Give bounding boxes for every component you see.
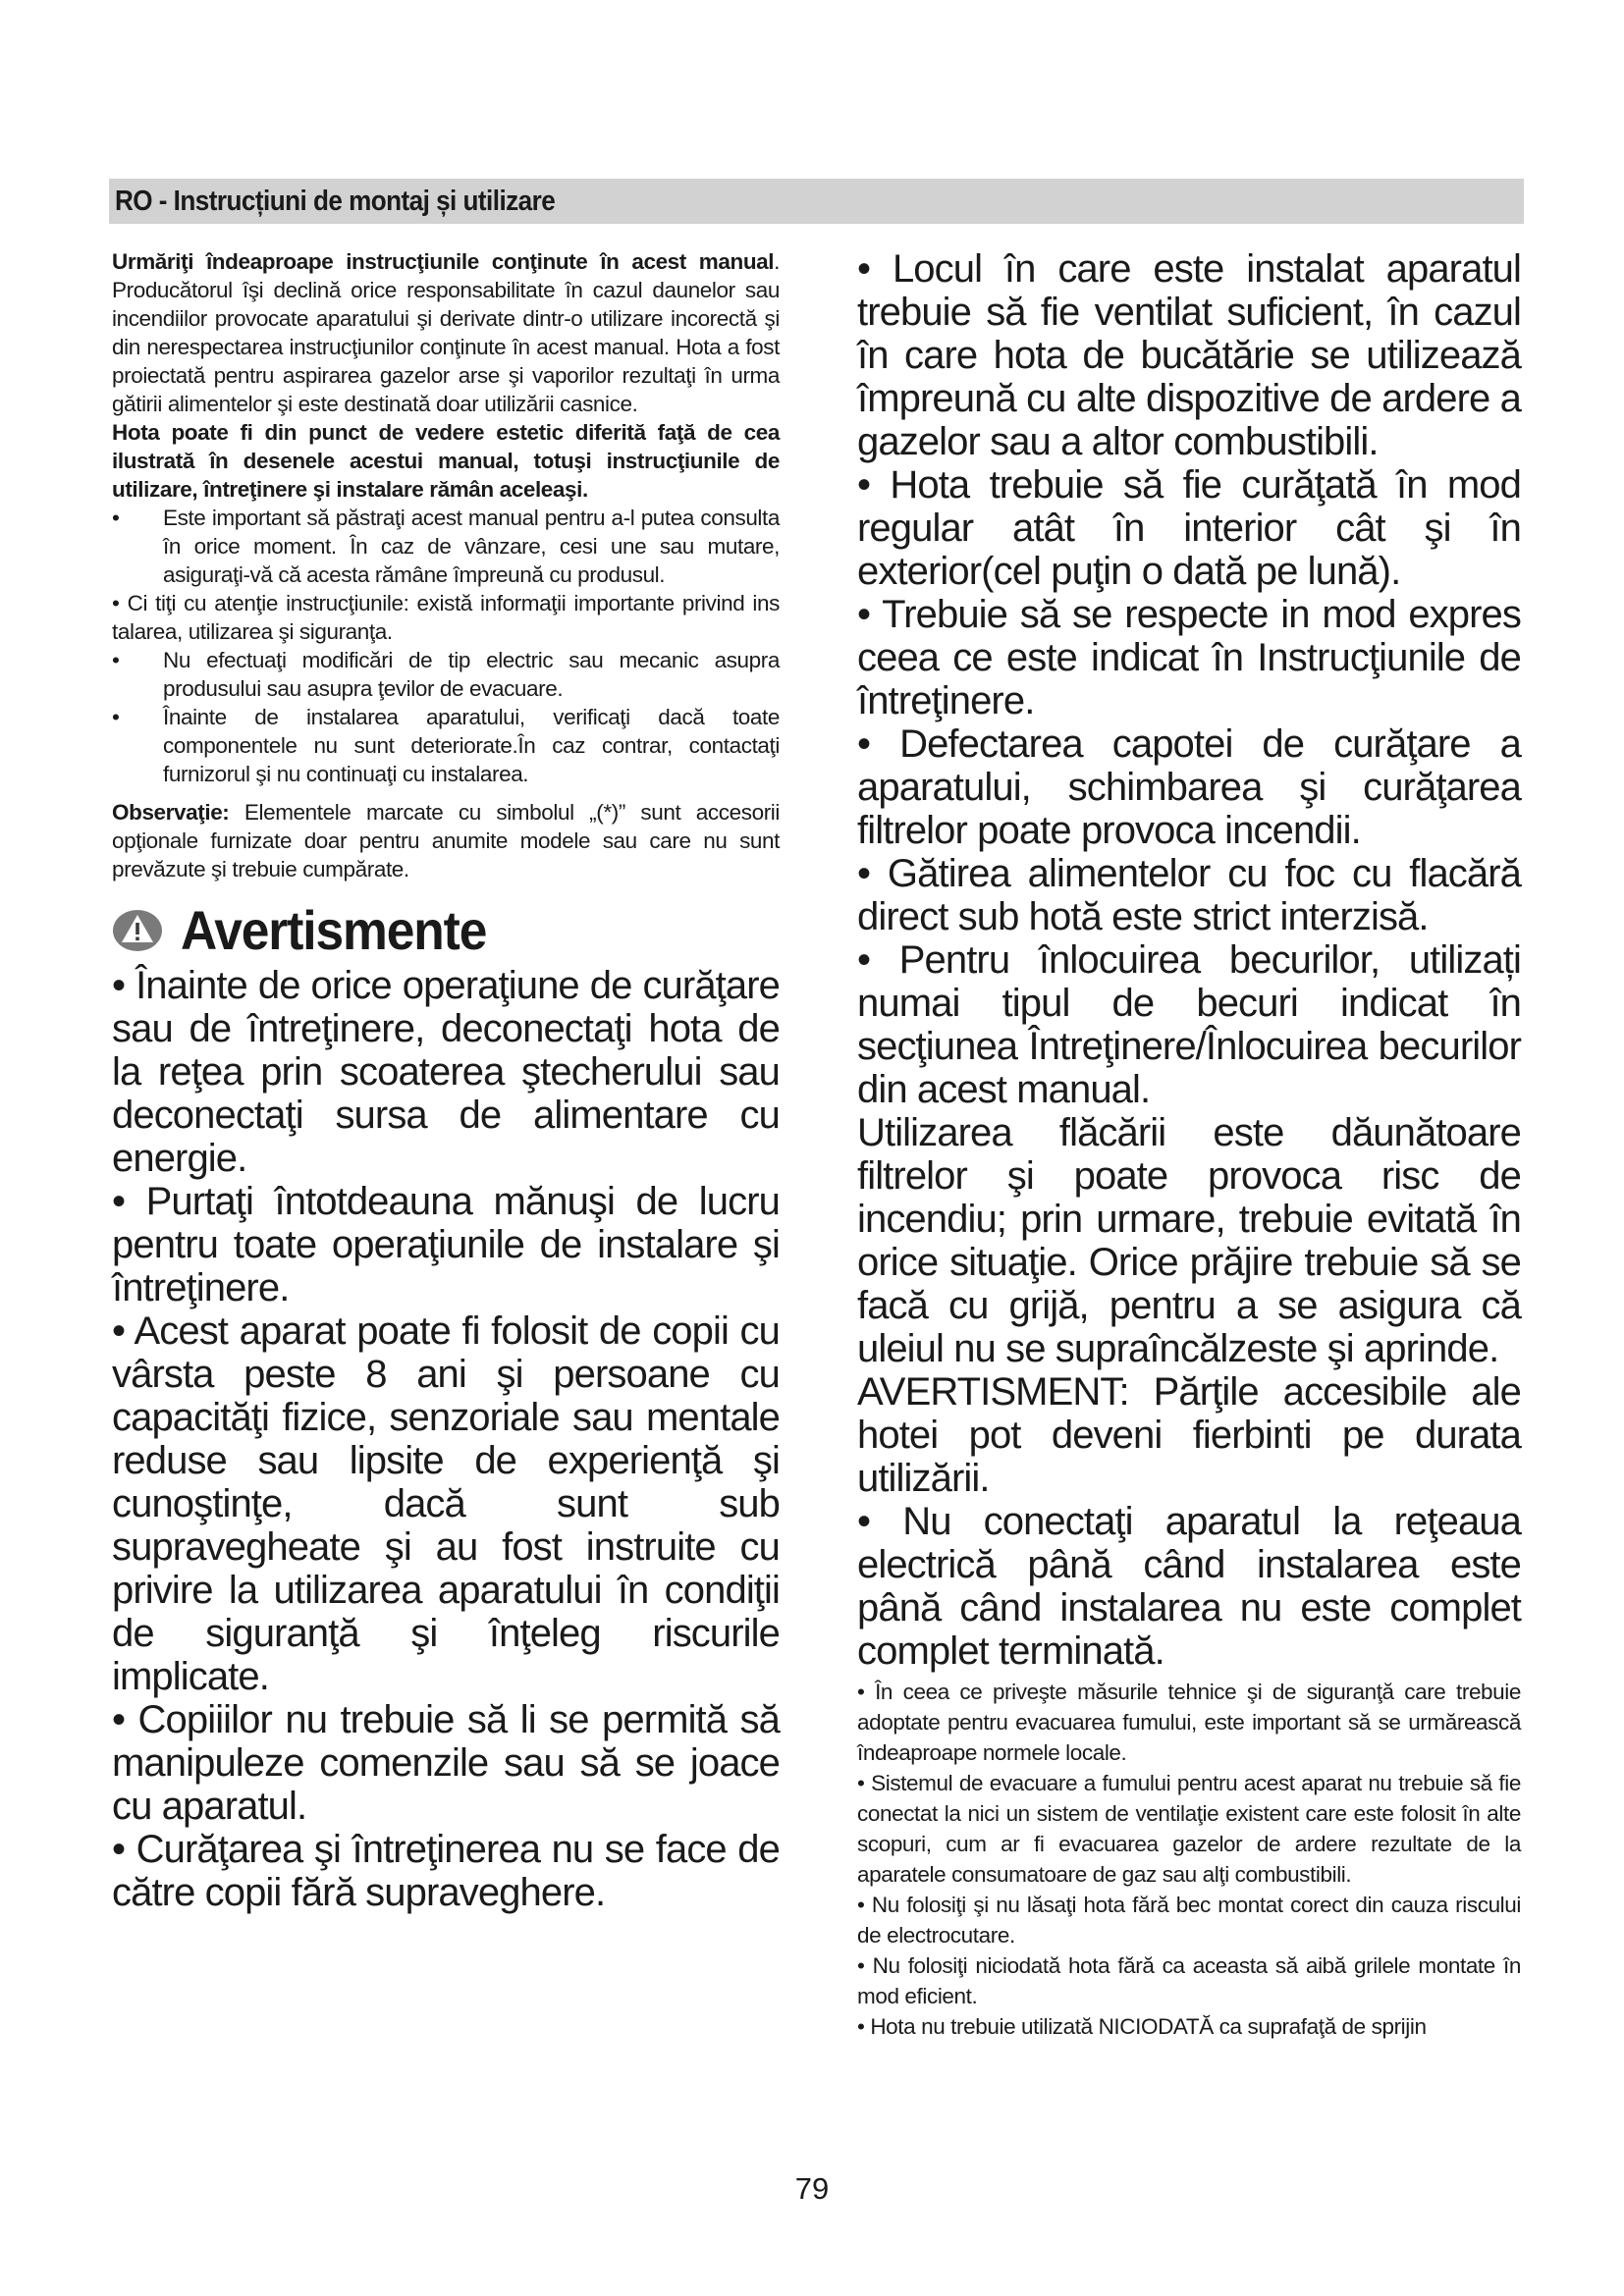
list-item [112, 646, 780, 703]
right-small-paragraph: • Nu folosiţi niciodată hota fără ca aceasta să aibă grilele montate în mod eficient. [857, 1953, 1521, 2008]
right-paragraph: • Defectarea capotei de curăţare a aparatului, schimbarea şi curăţarea filtrelor poate provoca incendii. [857, 722, 1521, 852]
page-number: 79 [794, 2171, 830, 2206]
right-small-paragraph: • În ceea ce priveşte măsurile tehnice şi de siguranţă care trebuie adoptate pentru evacuarea fumului, este important să se urmărească îndeaproape normele locale. [857, 1680, 1521, 1765]
list-item-text: Înainte de instalarea aparatului, verificaţi dacă toate componentele nu sunt deteriorate.În caz contrar, contactaţi furnizorul şi nu continuaţi cu instalarea. [163, 705, 780, 786]
warning-item: • Curăţarea şi întreţinerea nu se face de către copii fără supraveghere. [112, 1828, 780, 1914]
right-paragraph: • Locul în care este instalat aparatul trebuie să fie ventilat suficient, în cazul în care hota de bucătărie se utilizează împreună cu alte dispozitive de ardere a gazelor sau a altor combustibili. [857, 247, 1521, 463]
warnings-body [112, 964, 780, 1914]
right-main-body [857, 247, 1521, 1673]
right-paragraph: • Pentru înlocuirea becurilor, utilizați numai tipul de becuri indicat în secţiunea Întreţinere/Înlocuirea becurilor din acest manual. [857, 938, 1521, 1111]
list-item-text: Ci tiţi cu atenţie instrucţiunile: există informaţii importante privind ins talarea, utilizarea şi siguranţa. [112, 591, 780, 644]
bullet-list [112, 504, 780, 788]
warnings-heading [112, 895, 780, 964]
right-paragraph: Utilizarea flăcării este dăunătoare filtrelor şi poate provoca risc de incendiu; prin urmare, trebuie evitată în orice situaţie. Orice prăjire trebuie să se facă cu grijă, pentru a se asigura că uleiul nu se supraîncălzeste şi aprinde. [857, 1111, 1521, 1370]
intro-bold: Urmăriţi îndeaproape instrucţiunile conţinute în acest manual [112, 249, 775, 274]
list-item [112, 504, 780, 589]
warning-item: • Purtaţi întotdeauna mănuşi de lucru pentru toate operaţiunile de instalare şi întreţinere. [112, 1180, 780, 1309]
observation-text: Elementele marcate cu simbolul „(*)” sunt accesorii opţionale furnizate doar pentru anumite modele sau care nu sunt prevăzute şi trebuie cumpărate. [112, 800, 780, 881]
right-paragraph: • Nu conectaţi aparatul la reţeaua electrică până când instalarea este până când instalarea nu este complet complet terminată. [857, 1500, 1521, 1673]
section-header-bar [109, 179, 1524, 224]
observation-paragraph [112, 798, 780, 883]
list-item [112, 589, 780, 646]
bullet-mark: • [112, 506, 120, 530]
bullet-mark: • [112, 705, 120, 729]
left-column [112, 247, 780, 1914]
right-column [857, 247, 1521, 2042]
right-small-paragraph: • Hota nu trebuie utilizată NICIODATĂ ca suprafaţă de sprijin [857, 2014, 1427, 2039]
right-small-paragraph: • Nu folosiţi şi nu lăsaţi hota fără bec montat corect din cauza riscului de electrocutare. [857, 1893, 1521, 1948]
warning-triangle-icon [112, 907, 163, 952]
right-paragraph: • Trebuie să se respecte in mod expres ceea ce este indicat în Instrucţiunile de întreţinere. [857, 593, 1521, 722]
intro-rest: . Producătorul îşi declină orice responsabilitate în cazul daunelor sau incendiilor provocate aparatului şi derivate dintr-o utilizare incorectă şi din nerespectarea instrucţiunilor conţinute în acest manual. Hota a fost proiectată pentru aspirarea gazelor arse şi vaporilor rezultaţi în urma gătirii alimentelor şi este destinată doar utilizării casnice. [112, 249, 780, 416]
warning-item: • Acest aparat poate fi folosit de copii cu vârsta peste 8 ani şi persoane cu capacităţi fizice, senzoriale sau mentale reduse sau lipsite de experienţă şi cunoştinţe, dacă sunt sub supravegheate şi au fost instruite cu privire la utilizarea aparatului în condiţii de siguranţă şi înţeleg riscurile implicate. [112, 1309, 780, 1698]
list-item-text: Nu efectuaţi modificări de tip electric sau mecanic asupra produsului sau asupra ţevilor de evacuare. [163, 648, 780, 701]
right-paragraph: • Hota trebuie să fie curăţată în mod regular atât în interior cât şi în exterior(cel puţin o dată pe lună). [857, 463, 1521, 593]
right-paragraph: • Gătirea alimentelor cu foc cu flacără direct sub hotă este strict interzisă. [857, 852, 1521, 938]
intro-paragraph [112, 247, 780, 418]
bullet-mark: • [112, 648, 120, 672]
right-small-paragraph: • Sistemul de evacuare a fumului pentru acest aparat nu trebuie să fie conectat la nici un sistem de ventilaţie existent care este folosit în alte scopuri, cum ar fi evacuarea gazelor de ardere rezultate de la aparatele consumatoare de gaz sau alţi combustibili. [857, 1771, 1521, 1887]
warning-item: • Înainte de orice operaţiune de curăţare sau de întreţinere, deconectaţi hota de la reţea prin scoaterea ştecherului sau deconectaţi sursa de alimentare cu energie. [112, 964, 780, 1180]
design-note: Hota poate fi din punct de vedere estetic diferită faţă de cea ilustrată în desenele acestui manual, totuşi instrucţiunile de utilizare, întreţinere şi instalare rămân aceleaşi. [112, 420, 780, 502]
section-header-title: RO - Instrucțiuni de montaj și utilizare [115, 185, 556, 217]
list-item [112, 703, 780, 788]
right-paragraph: AVERTISMENT: Părţile accesibile ale hotei pot deveni fierbinti pe durata utilizării. [857, 1370, 1521, 1500]
bullet-mark: • [112, 591, 120, 615]
observation-label: Observaţie: [112, 800, 230, 825]
list-item-text: Este important să păstraţi acest manual pentru a-l putea consulta în orice moment. În caz de vânzare, cesi une sau mutare, asiguraţi-vă că acesta rămâne împreună cu produsul. [163, 506, 780, 587]
right-small-body [857, 1677, 1521, 2042]
warning-item: • Copiiilor nu trebuie să li se permită să manipuleze comenzile sau să se joace cu aparatul. [112, 1698, 780, 1828]
warnings-title: Avertismente [181, 898, 487, 961]
